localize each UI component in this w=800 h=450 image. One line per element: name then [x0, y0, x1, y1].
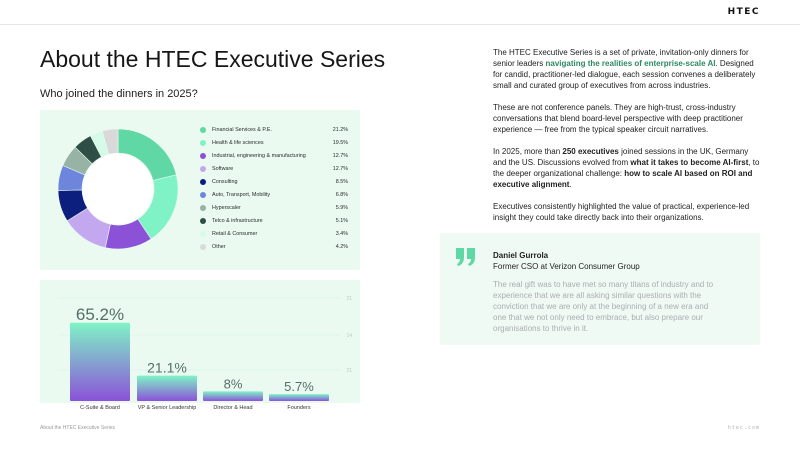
legend-label: Other: [212, 243, 226, 250]
legend-swatch: [200, 153, 206, 159]
legend-swatch: [200, 244, 206, 250]
bar-c-suite-board: [70, 323, 130, 401]
testimonial-card: [440, 233, 760, 345]
legend-value: 5.1%: [335, 217, 348, 224]
intro-p1-text-end: . Designed for candid, practitioner-led dialogue, each session convenes a deliberately small and curated group of executives from across industries.: [493, 59, 756, 90]
intro-p3-text-a: In 2025, more than: [493, 147, 563, 156]
intro-paragraph-2: These are not conference panels. They are high-trust, cross-industry conversations that blend board-level perspective with deep practitioner experience — free from the typical speaker circuit narratives.: [493, 103, 743, 134]
intro-text: [493, 47, 763, 234]
legend-swatch: [200, 166, 206, 172]
legend-value: 5.9%: [335, 204, 348, 211]
bar-vp-senior-leadership: [137, 376, 197, 401]
legend-item-retail-consumer: [200, 227, 348, 240]
legend-item-consulting: [200, 175, 348, 188]
intro-p1-text: The HTEC Executive Series is a set of private, invitation-only dinners for senior leaders: [493, 48, 749, 68]
bar-value-label: 65.2%: [75, 304, 125, 324]
legend-label: Telco & infrastructure: [212, 217, 263, 224]
legend-swatch: [200, 192, 206, 198]
legend-value: 8.5%: [335, 178, 348, 185]
footer-url: htec.com: [727, 425, 760, 431]
intro-p3-bold-count: 250 executives: [562, 147, 619, 156]
legend-item-auto-transport-mobility: [200, 188, 348, 201]
quote-author-name: Daniel Gurrola: [493, 251, 549, 260]
bar-value-label: 21.1%: [147, 359, 187, 376]
legend-label: Software: [212, 165, 234, 172]
legend-item-industrial-engineering-manufacturing: [200, 149, 348, 162]
intro-paragraph-3: [493, 146, 763, 190]
intro-p3-bold-scale: how to scale AI based on ROI and executive alignment: [493, 169, 753, 189]
legend-swatch: [200, 205, 206, 211]
legend-value: 12.7%: [332, 165, 348, 172]
legend-item-financial-services-p-e: [200, 123, 348, 136]
quote-mark-icon: [454, 245, 478, 269]
quote-text: The real gift was to have met so many titans of industry and to experience that we are all asking similar questions with the conviction that we are only at the beginning of a new era and one that we not only need to embrace, but also prepare our organisations to thrive in it.: [493, 280, 714, 333]
industry-legend: [200, 123, 348, 253]
donut-hole: [83, 154, 154, 225]
intro-p3-text-c: joined sessions in the UK, Germany and the US. Discussions evolved from: [493, 147, 749, 167]
intro-paragraph-1: [493, 47, 763, 91]
industry-chart-panel: [40, 110, 360, 270]
legend-label: Auto, Transport, Mobility: [212, 191, 271, 198]
intro-p3-text-e: , to the deeper organizational challenge:: [493, 158, 760, 178]
bar-category-label: Founders: [287, 405, 311, 411]
bar-founders: [269, 394, 329, 401]
legend-item-software: [200, 162, 348, 175]
legend-swatch: [200, 231, 206, 237]
gridline-label: 21: [346, 296, 352, 302]
legend-value: 3.4%: [335, 230, 348, 237]
legend-label: Health & life sciences: [212, 139, 264, 146]
bar-category-label: C-Suite & Board: [80, 405, 120, 411]
legend-label: Consulting: [212, 178, 238, 185]
legend-label: Financial Services & P.E.: [212, 126, 272, 133]
legend-label: Retail & Consumer: [212, 230, 258, 237]
htec-logo: HTEC: [727, 7, 760, 17]
legend-value: 6.8%: [335, 191, 348, 198]
legend-value: 4.2%: [335, 243, 348, 250]
legend-item-telco-infrastructure: [200, 214, 348, 227]
legend-item-health-life-sciences: [200, 136, 348, 149]
page-subtitle: Who joined the dinners in 2025?: [40, 88, 198, 100]
legend-swatch: [200, 140, 206, 146]
gridline-label: 14: [346, 333, 352, 339]
top-bar: [0, 0, 800, 25]
seniority-bar-chart: [40, 280, 360, 403]
legend-value: 12.7%: [332, 152, 348, 159]
legend-value: 21.2%: [332, 126, 348, 133]
legend-item-hyperscaler: [200, 201, 348, 214]
gridline-label: 21: [346, 368, 352, 374]
legend-item-other: [200, 240, 348, 253]
seniority-chart-panel: [40, 280, 360, 403]
quote-author-role: Former CSO at Verizon Consumer Group: [493, 262, 640, 271]
bar-category-label: Director & Head: [213, 405, 253, 411]
industry-donut-chart: [55, 126, 181, 252]
legend-label: Hyperscaler: [212, 204, 241, 211]
bar-category-label: VP & Senior Leadership: [137, 405, 197, 411]
intro-p3-text-g: .: [569, 180, 572, 189]
bar-value-label: 5.7%: [284, 379, 314, 395]
intro-p3-bold-ai-first: what it takes to become AI-first: [630, 158, 749, 167]
legend-swatch: [200, 127, 206, 133]
legend-swatch: [200, 179, 206, 185]
bar-value-label: 8%: [223, 376, 243, 392]
intro-paragraph-4: Executives consistently highlighted the value of practical, experience-led insight they could take directly back into their organizations.: [493, 202, 750, 222]
legend-label: Industrial, engineering & manufacturing: [212, 152, 306, 159]
bar-director-head: [203, 391, 263, 401]
page-title: About the HTEC Executive Series: [40, 46, 386, 72]
legend-swatch: [200, 218, 206, 224]
footer-title: About the HTEC Executive Series: [40, 425, 116, 431]
legend-value: 19.5%: [332, 139, 348, 146]
intro-p1-highlight: navigating the realities of enterprise-scale AI: [545, 59, 716, 68]
